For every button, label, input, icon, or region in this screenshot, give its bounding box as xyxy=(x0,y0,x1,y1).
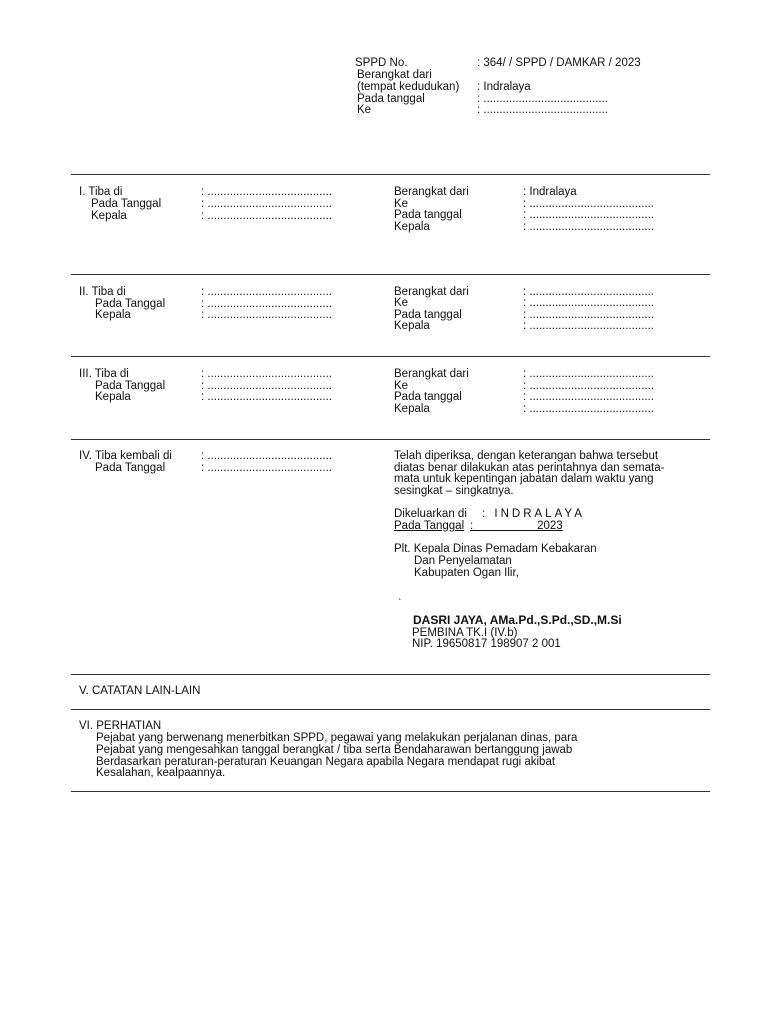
office-line: Plt. Kepala Dinas Pemadam Kebakaran xyxy=(394,543,597,555)
statement-line: diatas benar dilakukan atas perintahnya dan semata- xyxy=(394,462,665,474)
statement-line: sesingkat – singkatnya. xyxy=(394,485,514,497)
signature-mark: ` xyxy=(398,598,402,609)
signer-nip: NIP. 19650817 198907 2 001 xyxy=(412,638,561,650)
section-iii-pada-tanggal-right-value: : ....................................... xyxy=(523,391,654,403)
ke-value: : ....................................... xyxy=(477,104,608,116)
office-line: Dan Penyelamatan xyxy=(414,555,512,567)
section-ii-tiba-di-label: II. Tiba di xyxy=(79,286,126,298)
section-i-pada-tanggal-right-value: : ....................................... xyxy=(523,209,654,221)
divider-line xyxy=(71,439,710,440)
section-i-pada-tanggal-label: Pada Tanggal xyxy=(91,198,162,210)
section-iii-ke-value: : ....................................... xyxy=(523,380,654,392)
divider-line xyxy=(71,791,710,792)
tanggal-terbit-label: Pada Tanggal xyxy=(394,520,465,532)
section-iii-kepala-label: Kepala xyxy=(95,391,131,403)
divider-line xyxy=(71,174,710,175)
divider-line xyxy=(71,709,710,710)
section-i-berangkat-dari-label: Berangkat dari xyxy=(394,186,469,198)
section-ii-pada-tanggal-value: : ....................................... xyxy=(201,298,332,310)
tanggal-terbit-value: : 2023 xyxy=(470,520,563,532)
divider-line xyxy=(71,356,710,357)
section-iii-ke-label: Ke xyxy=(394,380,409,392)
section-iv-tiba-kembali-label: IV. Tiba kembali di xyxy=(79,450,172,462)
section-ii-tiba-di-value: : ....................................... xyxy=(201,286,332,298)
office-line: Kabupaten Ogan Ilir, xyxy=(414,567,519,579)
perhatian-line: Pejabat yang berwenang menerbitkan SPPD, pegawai yang melakukan perjalanan dinas, para xyxy=(96,732,578,744)
section-i-kepala-label: Kepala xyxy=(91,210,127,222)
section-iv-tiba-kembali-value: : ....................................... xyxy=(201,450,332,462)
section-ii-ke-value: : ....................................... xyxy=(523,297,654,309)
section-i-pada-tanggal-right-label: Pada tanggal xyxy=(394,209,462,221)
section-ii-berangkat-dari-label: Berangkat dari xyxy=(394,286,469,298)
section-i-kepala-right-label: Kepala xyxy=(394,221,430,233)
section-ii-kepala-value: : ....................................... xyxy=(201,309,332,321)
section-ii-pada-tanggal-right-label: Pada tanggal xyxy=(394,309,462,321)
catatan-lain-title: V. CATATAN LAIN-LAIN xyxy=(79,685,201,697)
sppd-no-value: : 364/ / SPPD / DAMKAR / 2023 xyxy=(477,57,641,69)
section-i-kepala-right-value: : ....................................... xyxy=(523,221,654,233)
section-ii-kepala-right-label: Kepala xyxy=(394,320,430,332)
sppd-no-label: SPPD No. xyxy=(355,57,408,69)
perhatian-line: Kesalahan, kealpaannya. xyxy=(96,767,226,779)
perhatian-title: VI. PERHATIAN xyxy=(79,720,162,732)
section-iv-pada-tanggal-value: : ....................................... xyxy=(201,462,332,474)
section-iii-berangkat-dari-value: : ....................................... xyxy=(523,368,654,380)
section-iii-tiba-di-value: : ....................................... xyxy=(201,368,332,380)
section-i-tiba-di-label: I. Tiba di xyxy=(79,186,123,198)
ke-label: Ke xyxy=(357,104,372,116)
section-i-ke-label: Ke xyxy=(394,198,409,210)
section-ii-kepala-right-value: : ....................................... xyxy=(523,320,654,332)
section-ii-kepala-label: Kepala xyxy=(95,309,131,321)
section-ii-pada-tanggal-right-value: : ....................................... xyxy=(523,309,654,321)
perhatian-line: Pejabat yang mengesahkan tanggal berangkat / tiba serta Bendaharawan bertanggung jawab xyxy=(96,744,573,756)
pada-tanggal-value: : ....................................... xyxy=(477,93,608,105)
section-iii-kepala-right-value: : ....................................... xyxy=(523,403,654,415)
section-ii-pada-tanggal-label: Pada Tanggal xyxy=(95,298,166,310)
signer-name: DASRI JAYA, AMa.Pd.,S.Pd.,SD.,M.Si xyxy=(413,613,622,627)
section-iii-pada-tanggal-value: : ....................................... xyxy=(201,380,332,392)
divider-line xyxy=(71,674,710,675)
section-ii-ke-label: Ke xyxy=(394,297,409,309)
pada-tanggal-label: Pada tanggal xyxy=(357,93,425,105)
signer-rank: PEMBINA TK.I (IV.b) xyxy=(412,627,518,639)
section-i-kepala-value: : ....................................... xyxy=(201,210,332,222)
section-iii-tiba-di-label: III. Tiba di xyxy=(79,368,129,380)
section-i-tiba-di-value: : ....................................... xyxy=(201,186,332,198)
section-iii-kepala-right-label: Kepala xyxy=(394,403,430,415)
section-iii-pada-tanggal-right-label: Pada tanggal xyxy=(394,391,462,403)
tempat-kedudukan-value: : Indralaya xyxy=(477,81,531,93)
section-iv-pada-tanggal-label: Pada Tanggal xyxy=(95,462,166,474)
berangkat-dari-label: Berangkat dari xyxy=(357,69,432,81)
section-i-pada-tanggal-value: : ....................................... xyxy=(201,198,332,210)
section-ii-berangkat-dari-value: : ....................................... xyxy=(523,286,654,298)
section-i-ke-value: : ....................................... xyxy=(523,198,654,210)
perhatian-line: Berdasarkan peraturan-peraturan Keuangan Negara apabila Negara mendapat rugi akibat xyxy=(96,756,556,768)
dikeluarkan-di-label: Dikeluarkan di xyxy=(394,508,467,520)
section-i-berangkat-dari-value: : Indralaya xyxy=(523,186,577,198)
statement-line: mata untuk kepentingan jabatan dalam waktu yang xyxy=(394,473,654,485)
dikeluarkan-di-value: : INDRALAYA xyxy=(482,508,585,520)
section-iii-pada-tanggal-label: Pada Tanggal xyxy=(95,380,166,392)
tempat-kedudukan-label: (tempat kedudukan) xyxy=(357,81,460,93)
section-iii-berangkat-dari-label: Berangkat dari xyxy=(394,368,469,380)
section-iii-kepala-value: : ....................................... xyxy=(201,391,332,403)
divider-line xyxy=(71,274,710,275)
statement-line: Telah diperiksa, dengan keterangan bahwa tersebut xyxy=(394,450,659,462)
